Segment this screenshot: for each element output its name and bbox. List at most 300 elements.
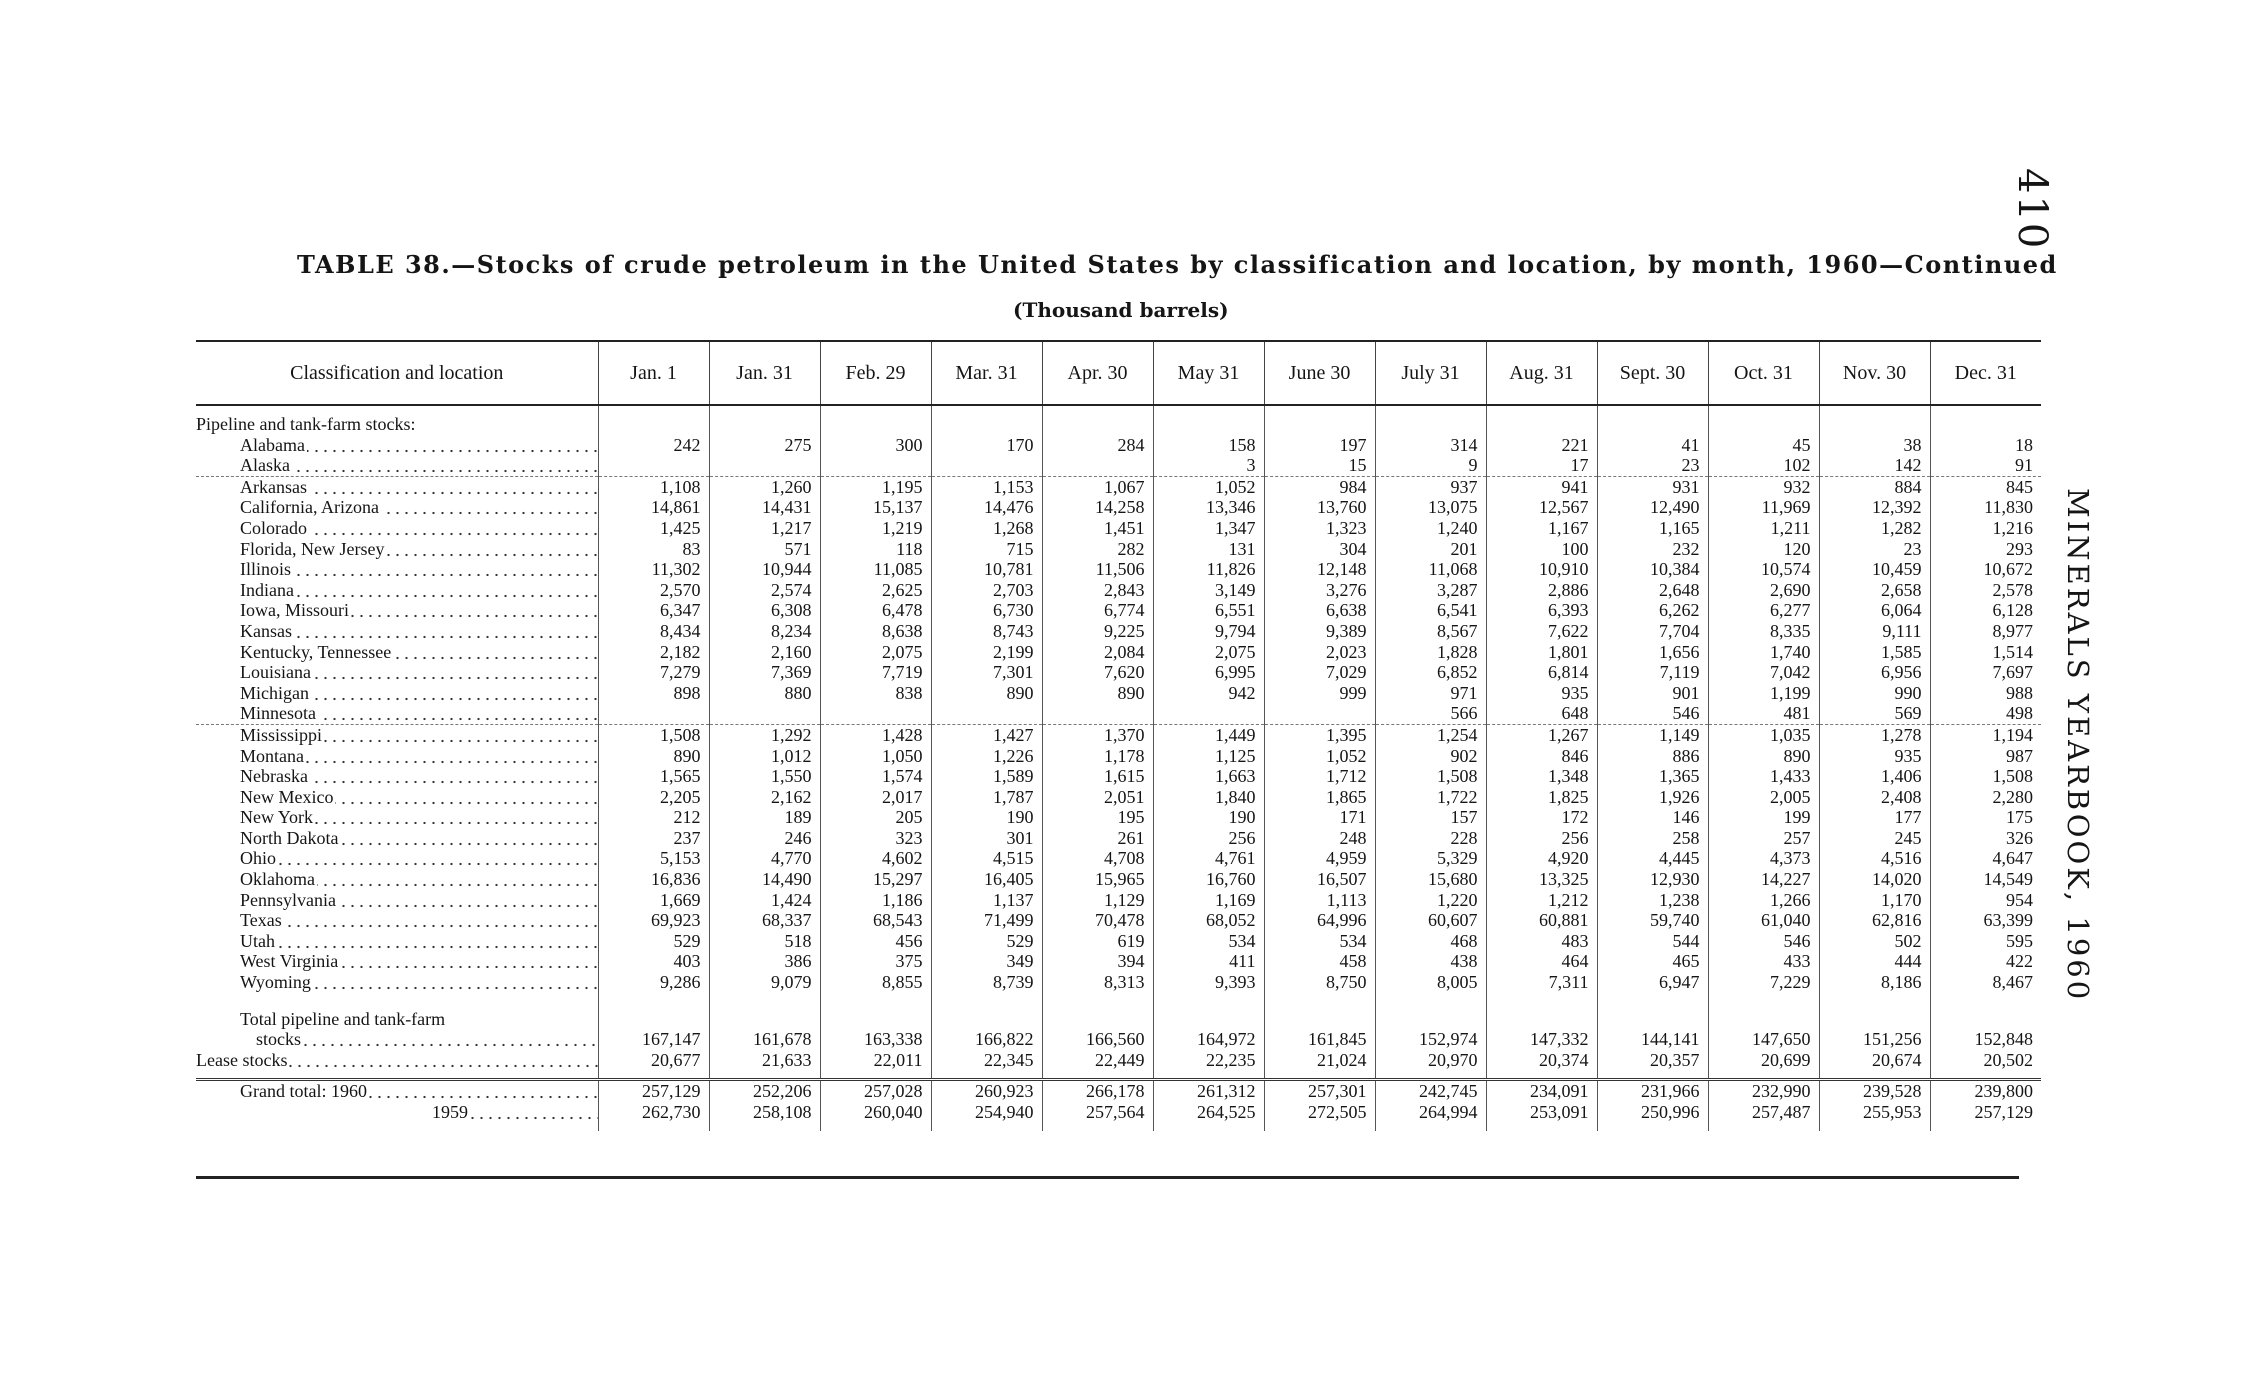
- table-cell: 231,966: [1597, 1080, 1708, 1102]
- table-cell: 942: [1153, 683, 1264, 704]
- row-label: Lease stocks: [196, 1049, 288, 1070]
- table-cell: 1,052: [1264, 746, 1375, 767]
- row-label: Pennsylvania: [240, 889, 336, 910]
- table-cell: 257,129: [598, 1080, 709, 1102]
- table-row: [196, 951, 2041, 972]
- table-cell: 7,704: [1597, 621, 1708, 642]
- table-cell: 931: [1597, 476, 1708, 497]
- table-cell: 901: [1597, 683, 1708, 704]
- table-cell: 228: [1375, 828, 1486, 849]
- table-cell: 242: [598, 435, 709, 456]
- table-cell: 146: [1597, 807, 1708, 828]
- table-cell: 264,525: [1153, 1102, 1264, 1123]
- table-cell: 1,050: [820, 746, 931, 767]
- table-cell: 1,801: [1486, 642, 1597, 663]
- table-cell: 232,990: [1708, 1080, 1819, 1102]
- table-cell: 10,910: [1486, 559, 1597, 580]
- table-cell: 1,508: [1375, 766, 1486, 787]
- table-cell: 255,953: [1819, 1102, 1930, 1123]
- table-cell: 16,760: [1153, 869, 1264, 890]
- table-cell: 4,373: [1708, 848, 1819, 869]
- table-cell: 2,160: [709, 642, 820, 663]
- table-cell: 438: [1375, 951, 1486, 972]
- table-cell: 14,476: [931, 497, 1042, 518]
- row-label: Michigan: [240, 682, 309, 703]
- table-cell: 20,677: [598, 1050, 709, 1071]
- table-cell: 1,615: [1042, 766, 1153, 787]
- table-cell: 937: [1375, 476, 1486, 497]
- table-cell: 1,165: [1597, 518, 1708, 539]
- header-month: Jan. 1: [598, 341, 709, 405]
- table-cell: 2,005: [1708, 787, 1819, 808]
- grand-total-1959-row: [196, 1102, 2041, 1123]
- table-cell: 6,947: [1597, 972, 1708, 993]
- table-cell: 11,302: [598, 559, 709, 580]
- table-cell: 2,408: [1819, 787, 1930, 808]
- table-row: [196, 497, 2041, 518]
- table-cell: 8,186: [1819, 972, 1930, 993]
- table-cell: 2,648: [1597, 580, 1708, 601]
- table-cell: 4,602: [820, 848, 931, 869]
- table-cell: 8,743: [931, 621, 1042, 642]
- table-cell: 201: [1375, 539, 1486, 560]
- row-label: Colorado: [240, 517, 307, 538]
- table-cell: 481: [1708, 703, 1819, 724]
- row-label: Alabama: [240, 434, 305, 455]
- table-cell: 41: [1597, 435, 1708, 456]
- table-cell: 261,312: [1153, 1080, 1264, 1102]
- table-cell: 10,781: [931, 559, 1042, 580]
- table-cell: 6,730: [931, 600, 1042, 621]
- table-cell: 250,996: [1597, 1102, 1708, 1123]
- table-cell: 9,111: [1819, 621, 1930, 642]
- table-cell: 144,141: [1597, 1029, 1708, 1050]
- header-month: Jan. 31: [709, 341, 820, 405]
- table-cell: 282: [1042, 539, 1153, 560]
- table-cell: 898: [598, 683, 709, 704]
- table-cell: [598, 455, 709, 476]
- table-cell: 304: [1264, 539, 1375, 560]
- table-cell: 14,549: [1983, 869, 2033, 890]
- table-cell: 9,393: [1153, 972, 1264, 993]
- table-cell: [1042, 455, 1153, 476]
- table-cell: 1,137: [931, 890, 1042, 911]
- table-cell: 595: [2006, 930, 2033, 951]
- table-cell: 11,085: [820, 559, 931, 580]
- table-cell: 880: [709, 683, 820, 704]
- table-cell: 483: [1486, 931, 1597, 952]
- table-cell: [1042, 703, 1153, 724]
- table-row: [196, 600, 2041, 621]
- table-cell: 257,301: [1264, 1080, 1375, 1102]
- table-cell: 890: [1042, 683, 1153, 704]
- table-cell: 2,625: [820, 580, 931, 601]
- table-cell: 2,075: [1153, 642, 1264, 663]
- table-cell: 15,137: [820, 497, 931, 518]
- table-cell: 403: [598, 951, 709, 972]
- table-cell: 91: [2015, 455, 2033, 476]
- table-cell: 151,256: [1819, 1029, 1930, 1050]
- table-cell: 569: [1819, 703, 1930, 724]
- table-cell: 411: [1153, 951, 1264, 972]
- table-cell: 1,425: [598, 518, 709, 539]
- header-month: July 31: [1375, 341, 1486, 405]
- table-cell: 1,428: [820, 724, 931, 745]
- table-cell: 5,153: [598, 848, 709, 869]
- header-month: Nov. 30: [1819, 341, 1930, 405]
- header-month: Mar. 31: [931, 341, 1042, 405]
- table-cell: 1,149: [1597, 724, 1708, 745]
- table-cell: 456: [820, 931, 931, 952]
- table-cell: 4,516: [1819, 848, 1930, 869]
- table-cell: 175: [2006, 807, 2033, 828]
- grand-total-1960-row: [196, 1080, 2041, 1102]
- table-cell: 10,574: [1708, 559, 1819, 580]
- table-cell: 195: [1042, 807, 1153, 828]
- table-cell: 6,541: [1375, 600, 1486, 621]
- table-cell: 258,108: [709, 1102, 820, 1123]
- table-row: [196, 890, 2041, 911]
- table-cell: 529: [931, 931, 1042, 952]
- table-cell: 838: [820, 683, 931, 704]
- table-cell: 14,258: [1042, 497, 1153, 518]
- table-cell: 323: [820, 828, 931, 849]
- row-label: Kansas: [240, 620, 292, 641]
- stocks-table-container: [196, 340, 2033, 1180]
- table-cell: 7,369: [709, 662, 820, 683]
- table-cell: 534: [1153, 931, 1264, 952]
- table-cell: 3,276: [1264, 580, 1375, 601]
- table-cell: 69,923: [598, 910, 709, 931]
- table-cell: 349: [931, 951, 1042, 972]
- header-month: Dec. 31: [1930, 341, 2041, 405]
- table-cell: 8,467: [1992, 972, 2033, 993]
- table-row: [196, 703, 2041, 724]
- table-cell: 232: [1597, 539, 1708, 560]
- table-row: [196, 455, 2041, 476]
- table-row: [196, 476, 2041, 497]
- table-cell: 8,739: [931, 972, 1042, 993]
- table-row: [196, 539, 2041, 560]
- row-label: Iowa, Missouri: [240, 600, 349, 621]
- table-cell: 845: [1930, 476, 2041, 497]
- table-cell: 20,970: [1375, 1050, 1486, 1071]
- row-label: Kentucky, Tennessee: [240, 641, 392, 662]
- table-cell: 6,277: [1708, 600, 1819, 621]
- table-cell: 1,268: [931, 518, 1042, 539]
- table-cell: 293: [2006, 538, 2033, 559]
- table-cell: 1,550: [709, 766, 820, 787]
- row-label: 1959: [432, 1102, 468, 1122]
- row-label: stocks: [256, 1029, 301, 1050]
- row-label: Alaska: [240, 455, 290, 476]
- table-cell: 71,499: [931, 910, 1042, 931]
- table-cell: 1,589: [931, 766, 1042, 787]
- table-cell: 2,886: [1486, 580, 1597, 601]
- table-cell: 11,830: [1984, 497, 2033, 518]
- table-cell: 1,108: [598, 476, 709, 497]
- table-cell: 284: [1042, 435, 1153, 456]
- table-cell: 1,220: [1375, 890, 1486, 911]
- table-cell: [820, 455, 931, 476]
- table-cell: 64,996: [1264, 910, 1375, 931]
- table-cell: 199: [1708, 807, 1819, 828]
- table-cell: 197: [1264, 435, 1375, 456]
- table-cell: 13,075: [1375, 497, 1486, 518]
- table-cell: 1,514: [1992, 641, 2033, 662]
- table-cell: 12,930: [1597, 869, 1708, 890]
- table-cell: 14,020: [1819, 869, 1930, 890]
- table-cell: 254,940: [931, 1102, 1042, 1123]
- table-header-row: [196, 341, 2041, 405]
- total-label-row: [196, 1009, 2041, 1030]
- row-label: New Mexico: [240, 786, 334, 807]
- table-cell: 1,254: [1375, 724, 1486, 745]
- table-cell: 7,279: [598, 662, 709, 683]
- table-cell: 161,678: [709, 1029, 820, 1050]
- table-cell: 1,347: [1153, 518, 1264, 539]
- row-label: Illinois: [240, 559, 292, 580]
- table-cell: 546: [1708, 931, 1819, 952]
- table-cell: 1,669: [598, 890, 709, 911]
- table-row: [196, 787, 2041, 808]
- table-cell: 12,148: [1264, 559, 1375, 580]
- table-cell: 2,051: [1042, 787, 1153, 808]
- table-cell: 221: [1486, 435, 1597, 456]
- table-cell: 131: [1153, 539, 1264, 560]
- header-classification: Classification and location: [196, 341, 598, 405]
- table-cell: 529: [598, 931, 709, 952]
- table-cell: 1,067: [1042, 476, 1153, 497]
- row-label: Nebraska: [240, 766, 308, 787]
- table-cell: 6,347: [598, 600, 709, 621]
- table-cell: 8,567: [1375, 621, 1486, 642]
- table-row: [196, 559, 2041, 580]
- table-cell: [1264, 703, 1375, 724]
- table-cell: 1,828: [1375, 642, 1486, 663]
- table-cell: 9,389: [1264, 621, 1375, 642]
- table-row: [196, 746, 2041, 767]
- running-head: MINERALS YEARBOOK, 1960: [2061, 488, 2095, 1003]
- table-cell: 70,478: [1042, 910, 1153, 931]
- table-cell: 18: [2015, 434, 2033, 455]
- table-cell: 15,680: [1375, 869, 1486, 890]
- table-cell: 1,508: [1992, 766, 2033, 787]
- table-cell: 954: [2006, 889, 2033, 910]
- table-cell: 45: [1708, 435, 1819, 456]
- table-row: [196, 662, 2041, 683]
- table-cell: 257: [1708, 828, 1819, 849]
- table-cell: 142: [1819, 455, 1930, 476]
- table-cell: 212: [598, 807, 709, 828]
- table-cell: 239,800: [1930, 1080, 2041, 1102]
- table-cell: 301: [931, 828, 1042, 849]
- table-cell: 14,431: [709, 497, 820, 518]
- table-cell: 1,282: [1819, 518, 1930, 539]
- section-heading: Pipeline and tank-farm stocks:: [196, 414, 598, 435]
- table-cell: 13,760: [1264, 497, 1375, 518]
- table-cell: 1,449: [1153, 724, 1264, 745]
- row-label: Arkansas: [240, 476, 307, 497]
- table-row: [196, 642, 2041, 663]
- table-cell: 170: [931, 435, 1042, 456]
- table-cell: 15,965: [1042, 869, 1153, 890]
- table-cell: 2,703: [931, 580, 1042, 601]
- table-cell: 988: [2006, 682, 2033, 703]
- table-row: [196, 828, 2041, 849]
- header-month: June 30: [1264, 341, 1375, 405]
- table-cell: 1,211: [1708, 518, 1819, 539]
- table-cell: 1,722: [1375, 787, 1486, 808]
- table-cell: 4,770: [709, 848, 820, 869]
- table-cell: 884: [1819, 476, 1930, 497]
- table-cell: 6,262: [1597, 600, 1708, 621]
- table-cell: 890: [598, 746, 709, 767]
- table-cell: 7,029: [1264, 662, 1375, 683]
- table-cell: 518: [709, 931, 820, 952]
- table-cell: 157: [1375, 807, 1486, 828]
- table-row: [196, 518, 2041, 539]
- table-cell: 239,528: [1819, 1080, 1930, 1102]
- table-cell: 2,162: [709, 787, 820, 808]
- table-cell: 257,129: [1974, 1102, 2033, 1122]
- table-cell: 2,690: [1708, 580, 1819, 601]
- table-cell: 1,178: [1042, 746, 1153, 767]
- table-cell: 1,195: [820, 476, 931, 497]
- table-cell: 314: [1375, 435, 1486, 456]
- row-label: Ohio: [240, 848, 276, 869]
- table-cell: 7,719: [820, 662, 931, 683]
- table-cell: 2,084: [1042, 642, 1153, 663]
- table-cell: 189: [709, 807, 820, 828]
- table-cell: 262,730: [598, 1102, 709, 1123]
- table-cell: 648: [1486, 703, 1597, 724]
- table-cell: 2,017: [820, 787, 931, 808]
- table-cell: 932: [1708, 476, 1819, 497]
- table-cell: 300: [820, 435, 931, 456]
- table-cell: 23: [1597, 455, 1708, 476]
- table-row: [196, 580, 2041, 601]
- table-cell: 1,840: [1153, 787, 1264, 808]
- table-cell: 14,861: [598, 497, 709, 518]
- table-cell: 1,238: [1597, 890, 1708, 911]
- table-cell: 5,329: [1375, 848, 1486, 869]
- table-cell: 9,794: [1153, 621, 1264, 642]
- table-cell: 444: [1819, 951, 1930, 972]
- table-cell: 2,658: [1819, 580, 1930, 601]
- table-cell: 16,507: [1264, 869, 1375, 890]
- section-heading-row: [196, 414, 2041, 435]
- table-cell: 166,560: [1042, 1029, 1153, 1050]
- table-cell: 256: [1486, 828, 1597, 849]
- table-cell: 10,672: [1983, 559, 2033, 580]
- table-cell: 100: [1486, 539, 1597, 560]
- header-month: Apr. 30: [1042, 341, 1153, 405]
- table-cell: 1,865: [1264, 787, 1375, 808]
- total-row: [196, 1029, 2041, 1050]
- table-cell: [931, 455, 1042, 476]
- table-cell: 935: [1819, 746, 1930, 767]
- table-cell: 62,816: [1819, 910, 1930, 931]
- header-month: May 31: [1153, 341, 1264, 405]
- table-cell: 6,814: [1486, 662, 1597, 683]
- table-cell: 1,194: [1930, 724, 2041, 745]
- table-cell: 10,944: [709, 559, 820, 580]
- table-cell: 566: [1375, 703, 1486, 724]
- table-cell: 1,825: [1486, 787, 1597, 808]
- table-cell: 7,042: [1708, 662, 1819, 683]
- table-cell: 275: [709, 435, 820, 456]
- table-cell: 257,487: [1708, 1102, 1819, 1123]
- table-cell: 2,843: [1042, 580, 1153, 601]
- table-cell: 11,969: [1708, 497, 1819, 518]
- table-cell: 935: [1486, 683, 1597, 704]
- table-cell: 1,169: [1153, 890, 1264, 911]
- table-row: [196, 807, 2041, 828]
- table-cell: 571: [709, 539, 820, 560]
- table-cell: 1,585: [1819, 642, 1930, 663]
- table-bottom-rule: [196, 1176, 2019, 1179]
- table-cell: 8,234: [709, 621, 820, 642]
- table-cell: 234,091: [1486, 1080, 1597, 1102]
- table-cell: 1,216: [1992, 517, 2033, 538]
- row-label: Texas: [240, 910, 282, 931]
- table-cell: 11,068: [1375, 559, 1486, 580]
- row-label: Utah: [240, 930, 275, 951]
- table-cell: 242,745: [1375, 1080, 1486, 1102]
- table-cell: 38: [1819, 435, 1930, 456]
- table-cell: 1,170: [1819, 890, 1930, 911]
- table-cell: [598, 703, 709, 724]
- header-month: Oct. 31: [1708, 341, 1819, 405]
- table-cell: 1,926: [1597, 787, 1708, 808]
- table-cell: 1,129: [1042, 890, 1153, 911]
- table-cell: 1,406: [1819, 766, 1930, 787]
- table-cell: 1,663: [1153, 766, 1264, 787]
- table-cell: 260,923: [931, 1080, 1042, 1102]
- table-cell: 8,855: [820, 972, 931, 993]
- table-cell: 1,240: [1375, 518, 1486, 539]
- table-cell: 12,490: [1597, 497, 1708, 518]
- table-cell: 261: [1042, 828, 1153, 849]
- table-cell: 4,515: [931, 848, 1042, 869]
- table-cell: 6,393: [1486, 600, 1597, 621]
- table-cell: 1,186: [820, 890, 931, 911]
- table-cell: 6,995: [1153, 662, 1264, 683]
- row-label: Total pipeline and tank-farm: [240, 1008, 446, 1029]
- table-cell: 619: [1042, 931, 1153, 952]
- table-cell: 468: [1375, 931, 1486, 952]
- table-cell: 1,787: [931, 787, 1042, 808]
- table-cell: 8,313: [1042, 972, 1153, 993]
- table-cell: 13,346: [1153, 497, 1264, 518]
- row-label: North Dakota: [240, 827, 339, 848]
- table-cell: 68,337: [709, 910, 820, 931]
- table-cell: 6,852: [1375, 662, 1486, 683]
- table-body: [196, 405, 2041, 1131]
- table-cell: 172: [1486, 807, 1597, 828]
- table-cell: 7,311: [1486, 972, 1597, 993]
- table-cell: 264,994: [1375, 1102, 1486, 1123]
- table-cell: 1,712: [1264, 766, 1375, 787]
- table-cell: 890: [931, 683, 1042, 704]
- table-cell: 6,956: [1819, 662, 1930, 683]
- row-label: Wyoming: [240, 972, 311, 993]
- table-cell: 1,052: [1153, 476, 1264, 497]
- table-cell: 1,113: [1264, 890, 1375, 911]
- table-cell: 14,227: [1708, 869, 1819, 890]
- table-cell: 17: [1486, 455, 1597, 476]
